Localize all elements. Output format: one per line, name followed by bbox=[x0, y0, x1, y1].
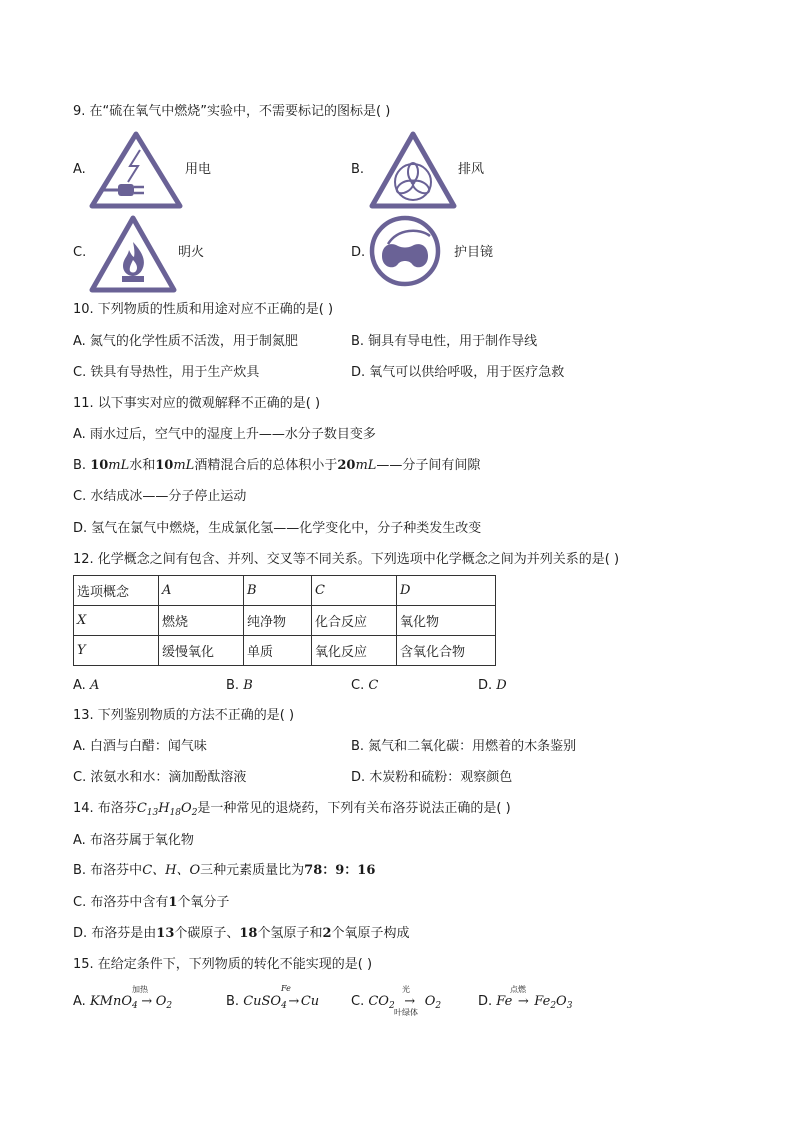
option-letter: C. bbox=[351, 678, 369, 693]
reaction-arrow: → bbox=[141, 994, 153, 1009]
option-value: D bbox=[496, 678, 507, 693]
q14-stem-prefix: 14. 布洛芬 bbox=[73, 801, 137, 816]
q11-stem: 11. 以下事实对应的微观解释不正确的是( ) bbox=[73, 396, 321, 411]
option-value: B bbox=[243, 678, 253, 693]
q13-stem: 13. 下列鉴别物质的方法不正确的是( ) bbox=[73, 708, 295, 723]
table-cell: 含氧化合物 bbox=[397, 636, 496, 666]
concept-table bbox=[73, 575, 496, 666]
option-letter: D. bbox=[478, 678, 497, 693]
formula-subscript: 2 bbox=[191, 808, 198, 818]
q9-option-b-letter: B. bbox=[351, 162, 365, 177]
option-letter: A. bbox=[73, 994, 90, 1009]
q9-option-d-letter: D. bbox=[351, 245, 366, 260]
q11-b-text-1: 水和 bbox=[129, 458, 156, 473]
q12-option-d bbox=[478, 677, 507, 695]
product: O bbox=[424, 994, 436, 1009]
q14-stem bbox=[73, 800, 511, 822]
table-header-cell: C bbox=[312, 576, 397, 606]
reactant: CO bbox=[368, 994, 389, 1009]
q11-b-text-2: 酒精混合后的总体积小于 bbox=[194, 458, 338, 473]
q11-b-unit-3: mL bbox=[355, 458, 377, 473]
q14-d-number: 13 bbox=[156, 926, 175, 941]
option-value: A bbox=[89, 678, 100, 693]
formula-subscript: 2 bbox=[550, 1001, 557, 1011]
q13-option-d: D. 木炭粉和硫粉：观察颜色 bbox=[351, 770, 513, 785]
table-cell: 氧化反应 bbox=[312, 636, 397, 666]
formula-subscript: 2 bbox=[166, 1001, 173, 1011]
reactant: KMnO bbox=[89, 994, 132, 1009]
product: O bbox=[155, 994, 167, 1009]
q14-b-text: 三种元素质量比为 bbox=[200, 863, 305, 878]
q14-c-number: 1 bbox=[168, 895, 178, 910]
q14-d-text: 个氢原子和 bbox=[257, 926, 323, 941]
q11-option-d: D. 氢气在氯气中燃烧，生成氯化氢——化学变化中，分子种类发生改变 bbox=[73, 521, 482, 536]
table-cell: Y bbox=[74, 636, 159, 666]
q9-option-d-label: 护目镜 bbox=[454, 245, 494, 260]
q14-c-prefix: C. 布洛芬中含有 bbox=[73, 895, 169, 910]
q14-c-suffix: 个氧分子 bbox=[177, 895, 230, 910]
q9-option-a-letter: A. bbox=[73, 162, 86, 177]
q11-option-c: C. 水结成冰——分子停止运动 bbox=[73, 489, 247, 504]
q12-option-b bbox=[226, 677, 253, 695]
electricity-plug-icon bbox=[88, 130, 184, 214]
formula-subscript: 2 bbox=[435, 1001, 442, 1011]
reaction-arrow: → bbox=[517, 994, 529, 1009]
q15-stem: 15. 在给定条件下，下列物质的转化不能实现的是( ) bbox=[73, 957, 373, 972]
goggles-icon bbox=[368, 214, 442, 292]
q12-stem: 12. 化学概念之间有包含、并列、交叉等不同关系。下列选项中化学概念之间为并列关系的是( ) bbox=[73, 552, 620, 567]
q13-option-a: A. 白酒与白醋：闻气味 bbox=[73, 739, 207, 754]
product: Cu bbox=[300, 994, 320, 1009]
q15-a-condition: 加热 bbox=[132, 985, 148, 994]
formula-element: O bbox=[181, 801, 192, 816]
formula-element: H bbox=[158, 801, 170, 816]
reactant: Fe bbox=[496, 994, 513, 1009]
table-row bbox=[74, 576, 496, 606]
table-header-cell: D bbox=[397, 576, 496, 606]
q9-option-c-label: 明火 bbox=[178, 245, 205, 260]
table-cell: 单质 bbox=[244, 636, 312, 666]
table-cell: 氧化物 bbox=[397, 606, 496, 636]
q15-option-b bbox=[226, 993, 319, 1015]
q11-option-a: A. 雨水过后，空气中的湿度上升——水分子数目变多 bbox=[73, 427, 376, 442]
q15-d-condition: 点燃 bbox=[510, 985, 526, 994]
option-letter: C. bbox=[351, 994, 369, 1009]
option-letter: B. bbox=[226, 678, 244, 693]
q14-stem-suffix: 是一种常见的退烧药，下列有关布洛芬说法正确的是( ) bbox=[197, 801, 511, 816]
q14-d-number: 2 bbox=[322, 926, 332, 941]
q11-b-unit-2: mL bbox=[173, 458, 195, 473]
q15-c-condition-bottom: 叶绿体 bbox=[394, 1008, 418, 1017]
q15-option-a bbox=[73, 993, 172, 1015]
formula-subscript: 18 bbox=[169, 808, 182, 818]
product: Fe bbox=[534, 994, 551, 1009]
table-row bbox=[74, 636, 496, 666]
q9-option-a-label: 用电 bbox=[185, 162, 212, 177]
q12-option-c bbox=[351, 677, 378, 695]
q14-d-text: 个碳原子、 bbox=[174, 926, 240, 941]
formula-subscript: 4 bbox=[132, 1001, 138, 1011]
formula-subscript: 3 bbox=[566, 1001, 573, 1011]
open-flame-icon bbox=[88, 214, 178, 298]
q9-stem: 9. 在“硫在氧气中燃烧”实验中，不需要标记的图标是( ) bbox=[73, 104, 391, 119]
q11-b-value-3: 20 bbox=[337, 458, 356, 473]
formula-element: C bbox=[136, 801, 147, 816]
q11-b-value-2: 10 bbox=[155, 458, 174, 473]
reactant: CuSO bbox=[243, 994, 282, 1009]
q9-option-b-label: 排风 bbox=[458, 162, 485, 177]
q14-option-d bbox=[73, 925, 410, 943]
formula-subscript: 2 bbox=[388, 1001, 395, 1011]
q10-stem: 10. 下列物质的性质和用途对应不正确的是( ) bbox=[73, 302, 334, 317]
q9-option-c-letter: C. bbox=[73, 245, 87, 260]
q15-option-d bbox=[478, 993, 572, 1015]
option-letter: B. bbox=[226, 994, 244, 1009]
formula-subscript: 4 bbox=[281, 1001, 287, 1011]
q14-b-prefix: B. 布洛芬中 bbox=[73, 863, 143, 878]
q14-d-suffix: 个氧原子构成 bbox=[331, 926, 410, 941]
table-cell: 化合反应 bbox=[312, 606, 397, 636]
product: O bbox=[556, 994, 567, 1009]
q12-option-a bbox=[73, 677, 99, 695]
q10-option-a: A. 氮气的化学性质不活泼，用于制氮肥 bbox=[73, 334, 298, 349]
q11-option-b bbox=[73, 457, 480, 475]
q15-c-condition-top: 光 bbox=[402, 985, 410, 994]
table-cell: 燃烧 bbox=[159, 606, 244, 636]
q14-b-ratio: 78：9：16 bbox=[304, 863, 376, 878]
option-letter: A. bbox=[73, 678, 90, 693]
q14-d-prefix: D. 布洛芬是由 bbox=[73, 926, 157, 941]
table-cell: X bbox=[74, 606, 159, 636]
q14-option-c bbox=[73, 894, 229, 912]
reaction-arrow: → bbox=[404, 994, 416, 1009]
q14-option-b bbox=[73, 862, 375, 880]
q13-option-c: C. 浓氨水和水：滴加酚酞溶液 bbox=[73, 770, 247, 785]
q15-b-condition: Fe bbox=[281, 984, 291, 993]
q11-b-value-1: 10 bbox=[90, 458, 109, 473]
table-header-cell: B bbox=[244, 576, 312, 606]
option-value: C bbox=[368, 678, 379, 693]
q14-option-a: A. 布洛芬属于氧化物 bbox=[73, 833, 194, 848]
q11-b-text-3: ——分子间有间隙 bbox=[376, 458, 481, 473]
table-header-cell: 选项概念 bbox=[74, 576, 159, 606]
table-row bbox=[74, 606, 496, 636]
q13-option-b: B. 氮气和二氧化碳：用燃着的木条鉴别 bbox=[351, 739, 577, 754]
q11-option-b-letter: B. bbox=[73, 458, 91, 473]
q14-d-number: 18 bbox=[239, 926, 258, 941]
q10-option-b: B. 铜具有导电性，用于制作导线 bbox=[351, 334, 538, 349]
option-letter: D. bbox=[478, 994, 497, 1009]
q11-b-unit-1: mL bbox=[108, 458, 130, 473]
table-header-cell: A bbox=[159, 576, 244, 606]
reaction-arrow: → bbox=[288, 994, 300, 1009]
ventilation-fan-icon bbox=[368, 130, 458, 214]
q10-option-c: C. 铁具有导热性，用于生产炊具 bbox=[73, 365, 260, 380]
formula-subscript: 13 bbox=[146, 808, 159, 818]
q14-b-elements: C、H、O bbox=[142, 863, 201, 878]
q10-option-d: D. 氧气可以供给呼吸，用于医疗急救 bbox=[351, 365, 565, 380]
table-cell: 缓慢氧化 bbox=[159, 636, 244, 666]
table-cell: 纯净物 bbox=[244, 606, 312, 636]
